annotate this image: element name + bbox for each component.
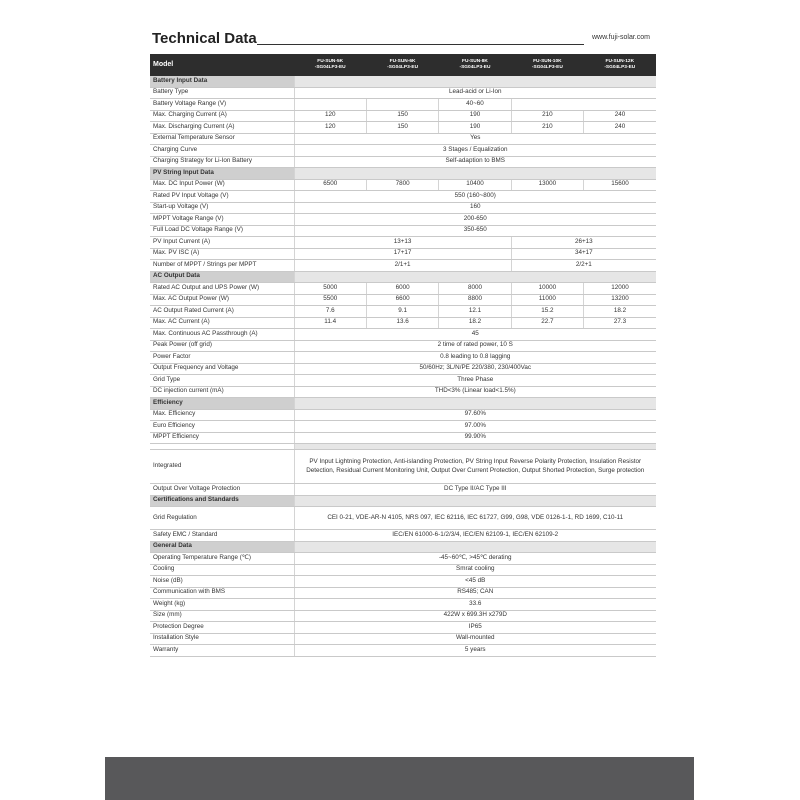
value-cell: 120 [294, 122, 366, 134]
table-row [150, 421, 656, 433]
value-cell: 3 Stages / Equalization [294, 145, 656, 157]
title-rule [257, 44, 584, 45]
table-row [150, 202, 656, 214]
value-cell: 13+13 [294, 237, 511, 249]
value-cell [366, 99, 438, 111]
row-label: Weight (kg) [150, 599, 294, 611]
value-cell: 120 [294, 110, 366, 122]
table-row [150, 179, 656, 191]
table-row [150, 610, 656, 622]
table-row [150, 145, 656, 157]
row-label: PV Input Current (A) [150, 237, 294, 249]
value-cell: 6600 [366, 294, 438, 306]
value-cell: 210 [511, 122, 583, 134]
value-cell: 0.8 leading to 0.8 lagging [294, 352, 656, 364]
model-column-header [511, 54, 583, 76]
table-row [150, 564, 656, 576]
row-label: Peak Power (off grid) [150, 340, 294, 352]
table-row [150, 507, 656, 530]
value-cell: 17+17 [294, 248, 511, 260]
section-fill [294, 541, 656, 553]
value-cell: Three Phase [294, 375, 656, 387]
row-label: MPPT Efficiency [150, 432, 294, 444]
table-row [150, 260, 656, 272]
row-label: Noise (dB) [150, 576, 294, 588]
value-cell: 97.00% [294, 421, 656, 433]
row-label: Battery Voltage Range (V) [150, 99, 294, 111]
section-fill [294, 168, 656, 180]
table-row [150, 633, 656, 645]
table-row [150, 122, 656, 134]
value-cell: RS485; CAN [294, 587, 656, 599]
value-cell: 13000 [511, 179, 583, 191]
value-cell: 15.2 [511, 306, 583, 318]
value-cell: 13.6 [366, 317, 438, 329]
table-row [150, 645, 656, 657]
value-cell: 6000 [366, 283, 438, 295]
model-suffix: -SG04LP3-EU [387, 65, 419, 70]
value-cell: 18.2 [584, 306, 656, 318]
value-cell: 350-650 [294, 225, 656, 237]
value-cell: 13200 [584, 294, 656, 306]
model-column-header [294, 54, 366, 76]
value-cell: 6500 [294, 179, 366, 191]
value-cell: 7800 [366, 179, 438, 191]
table-row [150, 225, 656, 237]
table-row [150, 214, 656, 226]
row-label: Max. PV ISC (A) [150, 248, 294, 260]
table-row [150, 237, 656, 249]
table-row [150, 329, 656, 341]
row-label: Safety EMC / Standard [150, 530, 294, 542]
section-header-row [150, 76, 656, 87]
value-cell: 9.1 [366, 306, 438, 318]
value-cell: 12.1 [439, 306, 511, 318]
value-cell: 15600 [584, 179, 656, 191]
section-title: Efficiency [150, 398, 294, 410]
row-label: Output Over Voltage Protection [150, 484, 294, 496]
value-cell: 2/1+1 [294, 260, 511, 272]
value-cell: Lead-acid or Li-Ion [294, 87, 656, 99]
value-cell: 50/60Hz; 3L/N/PE 220/380, 230/400Vac [294, 363, 656, 375]
model-header-label: Model [150, 54, 294, 76]
value-cell: 45 [294, 329, 656, 341]
value-cell: 190 [439, 122, 511, 134]
value-cell: 40~60 [439, 99, 511, 111]
row-label: DC injection current (mA) [150, 386, 294, 398]
row-label: Protection Degree [150, 622, 294, 634]
row-label: Max. Charging Current (A) [150, 110, 294, 122]
table-header-row [150, 54, 656, 76]
row-label: Max. AC Current (A) [150, 317, 294, 329]
value-cell: Smrat cooling [294, 564, 656, 576]
section-header-row [150, 541, 656, 553]
row-label: Max. Continuous AC Passthrough (A) [150, 329, 294, 341]
model-suffix: -SG04LP3-EU [604, 65, 636, 70]
value-cell: 210 [511, 110, 583, 122]
value-cell: 11000 [511, 294, 583, 306]
value-cell: CEI 0-21, VDE-AR-N 4105, NRS 097, IEC 62116, IEC 61727, G99, G98, VDE 0126-1-1, RD 1699, C10-11 [294, 507, 656, 530]
value-cell: DC Type II/AC Type III [294, 484, 656, 496]
section-header-row [150, 271, 656, 283]
row-label: Integrated [150, 450, 294, 484]
row-label: AC Output Rated Current (A) [150, 306, 294, 318]
table-row [150, 317, 656, 329]
row-label: Euro Efficiency [150, 421, 294, 433]
technical-data-table [150, 54, 656, 657]
value-cell: 8800 [439, 294, 511, 306]
section-header-row [150, 398, 656, 410]
value-cell: 550 (160~800) [294, 191, 656, 203]
value-cell: 190 [439, 110, 511, 122]
section-title: General Data [150, 541, 294, 553]
row-label: Output Frequency and Voltage [150, 363, 294, 375]
section-title: PV String Input Data [150, 168, 294, 180]
table-row [150, 110, 656, 122]
value-cell: Self-adaption to BMS [294, 156, 656, 168]
model-suffix: -SG04LP3-EU [459, 65, 491, 70]
value-cell: <45 dB [294, 576, 656, 588]
page-title: Technical Data [152, 30, 257, 47]
row-label: Communication with BMS [150, 587, 294, 599]
value-cell: 150 [366, 110, 438, 122]
technical-data-body [150, 54, 656, 656]
model-name: FU-SUN-5K [317, 59, 344, 65]
row-label: Max. AC Output Power (W) [150, 294, 294, 306]
value-cell: 11.4 [294, 317, 366, 329]
value-cell: THD<3% (Linear load<1.5%) [294, 386, 656, 398]
value-cell: -45~60℃, >45℃ derating [294, 553, 656, 565]
value-cell: 33.6 [294, 599, 656, 611]
table-row [150, 599, 656, 611]
row-label: Installation Style [150, 633, 294, 645]
value-cell: 10400 [439, 179, 511, 191]
model-name: FU-SUN-10K [533, 59, 562, 65]
value-cell: 240 [584, 122, 656, 134]
row-label: Grid Regulation [150, 507, 294, 530]
table-row [150, 432, 656, 444]
row-label: Full Load DC Voltage Range (V) [150, 225, 294, 237]
row-label: MPPT Voltage Range (V) [150, 214, 294, 226]
model-column-header [584, 54, 656, 76]
row-label: Grid Type [150, 375, 294, 387]
value-cell: 34+17 [511, 248, 656, 260]
model-suffix: -SG04LP3-EU [531, 65, 563, 70]
section-fill [294, 398, 656, 410]
table-row [150, 576, 656, 588]
table-row [150, 191, 656, 203]
value-cell: IP65 [294, 622, 656, 634]
row-label: Charging Strategy for Li-Ion Battery [150, 156, 294, 168]
table-row [150, 622, 656, 634]
footer-bar [105, 757, 694, 800]
value-cell: 5000 [294, 283, 366, 295]
row-label: Start-up Voltage (V) [150, 202, 294, 214]
model-column-header [439, 54, 511, 76]
value-cell: 200-650 [294, 214, 656, 226]
row-label: Rated PV Input Voltage (V) [150, 191, 294, 203]
section-fill [294, 76, 656, 87]
row-label: Rated AC Output and UPS Power (W) [150, 283, 294, 295]
value-cell: 12000 [584, 283, 656, 295]
value-cell: 99.90% [294, 432, 656, 444]
model-name: FU-SUN-8K [462, 59, 488, 65]
table-row [150, 87, 656, 99]
row-label: Operating Temperature Range (℃) [150, 553, 294, 565]
table-row [150, 484, 656, 496]
value-cell: 7.6 [294, 306, 366, 318]
value-cell: Wall-mounted [294, 633, 656, 645]
section-header-row [150, 495, 656, 507]
value-cell: IEC/EN 61000-6-1/2/3/4, IEC/EN 62109-1, IEC/EN 62109-2 [294, 530, 656, 542]
table-row [150, 99, 656, 111]
table-row [150, 306, 656, 318]
value-cell: 18.2 [439, 317, 511, 329]
row-label: Max. Discharging Current (A) [150, 122, 294, 134]
section-fill [294, 271, 656, 283]
model-suffix: -SG04LP3-EU [314, 65, 346, 70]
row-label: Max. DC Input Power (W) [150, 179, 294, 191]
value-cell [511, 99, 656, 111]
table-row [150, 352, 656, 364]
table-row [150, 294, 656, 306]
table-row [150, 530, 656, 542]
value-cell: 10000 [511, 283, 583, 295]
table-row [150, 340, 656, 352]
row-label: Cooling [150, 564, 294, 576]
value-cell: 5500 [294, 294, 366, 306]
value-cell: 22.7 [511, 317, 583, 329]
website-url: www.fuji-solar.com [592, 34, 650, 41]
table-row [150, 375, 656, 387]
section-title: Certifications and Standards [150, 495, 294, 507]
section-title: AC Output Data [150, 271, 294, 283]
table-row [150, 450, 656, 484]
value-cell: 2 time of rated power, 10 S [294, 340, 656, 352]
model-column-header [366, 54, 438, 76]
value-cell: 8000 [439, 283, 511, 295]
table-row [150, 587, 656, 599]
row-label: Size (mm) [150, 610, 294, 622]
value-cell: 5 years [294, 645, 656, 657]
value-cell: Yes [294, 133, 656, 145]
section-header-row [150, 168, 656, 180]
table-row [150, 386, 656, 398]
row-label: External Temperature Sensor [150, 133, 294, 145]
model-name: FU-SUN-6K [389, 59, 416, 65]
table-row [150, 553, 656, 565]
value-cell: 97.60% [294, 409, 656, 421]
value-cell: 27.3 [584, 317, 656, 329]
row-label: Warranty [150, 645, 294, 657]
table-row [150, 248, 656, 260]
row-label: Number of MPPT / Strings per MPPT [150, 260, 294, 272]
section-fill [294, 495, 656, 507]
section-title: Battery Input Data [150, 76, 294, 87]
row-label: Max. Efficiency [150, 409, 294, 421]
model-name: FU-SUN-12K [605, 59, 635, 65]
value-cell: 150 [366, 122, 438, 134]
value-cell: 2/2+1 [511, 260, 656, 272]
value-cell: 240 [584, 110, 656, 122]
table-row [150, 133, 656, 145]
value-cell [294, 99, 366, 111]
value-cell: PV Input Lightning Protection, Anti-islanding Protection, PV String Input Reverse Polarity Protection, Insulation Resistor Detection, Residual Current Monitoring Unit, Output Over Current Protection, Output Shorted Protection, Surge protection [294, 450, 656, 484]
row-label: Charging Curve [150, 145, 294, 157]
value-cell: 422W x 699.3H x279D [294, 610, 656, 622]
table-row [150, 363, 656, 375]
value-cell: 160 [294, 202, 656, 214]
table-row [150, 156, 656, 168]
table-row [150, 283, 656, 295]
table-row [150, 409, 656, 421]
row-label: Battery Type [150, 87, 294, 99]
value-cell: 26+13 [511, 237, 656, 249]
row-label: Power Factor [150, 352, 294, 364]
